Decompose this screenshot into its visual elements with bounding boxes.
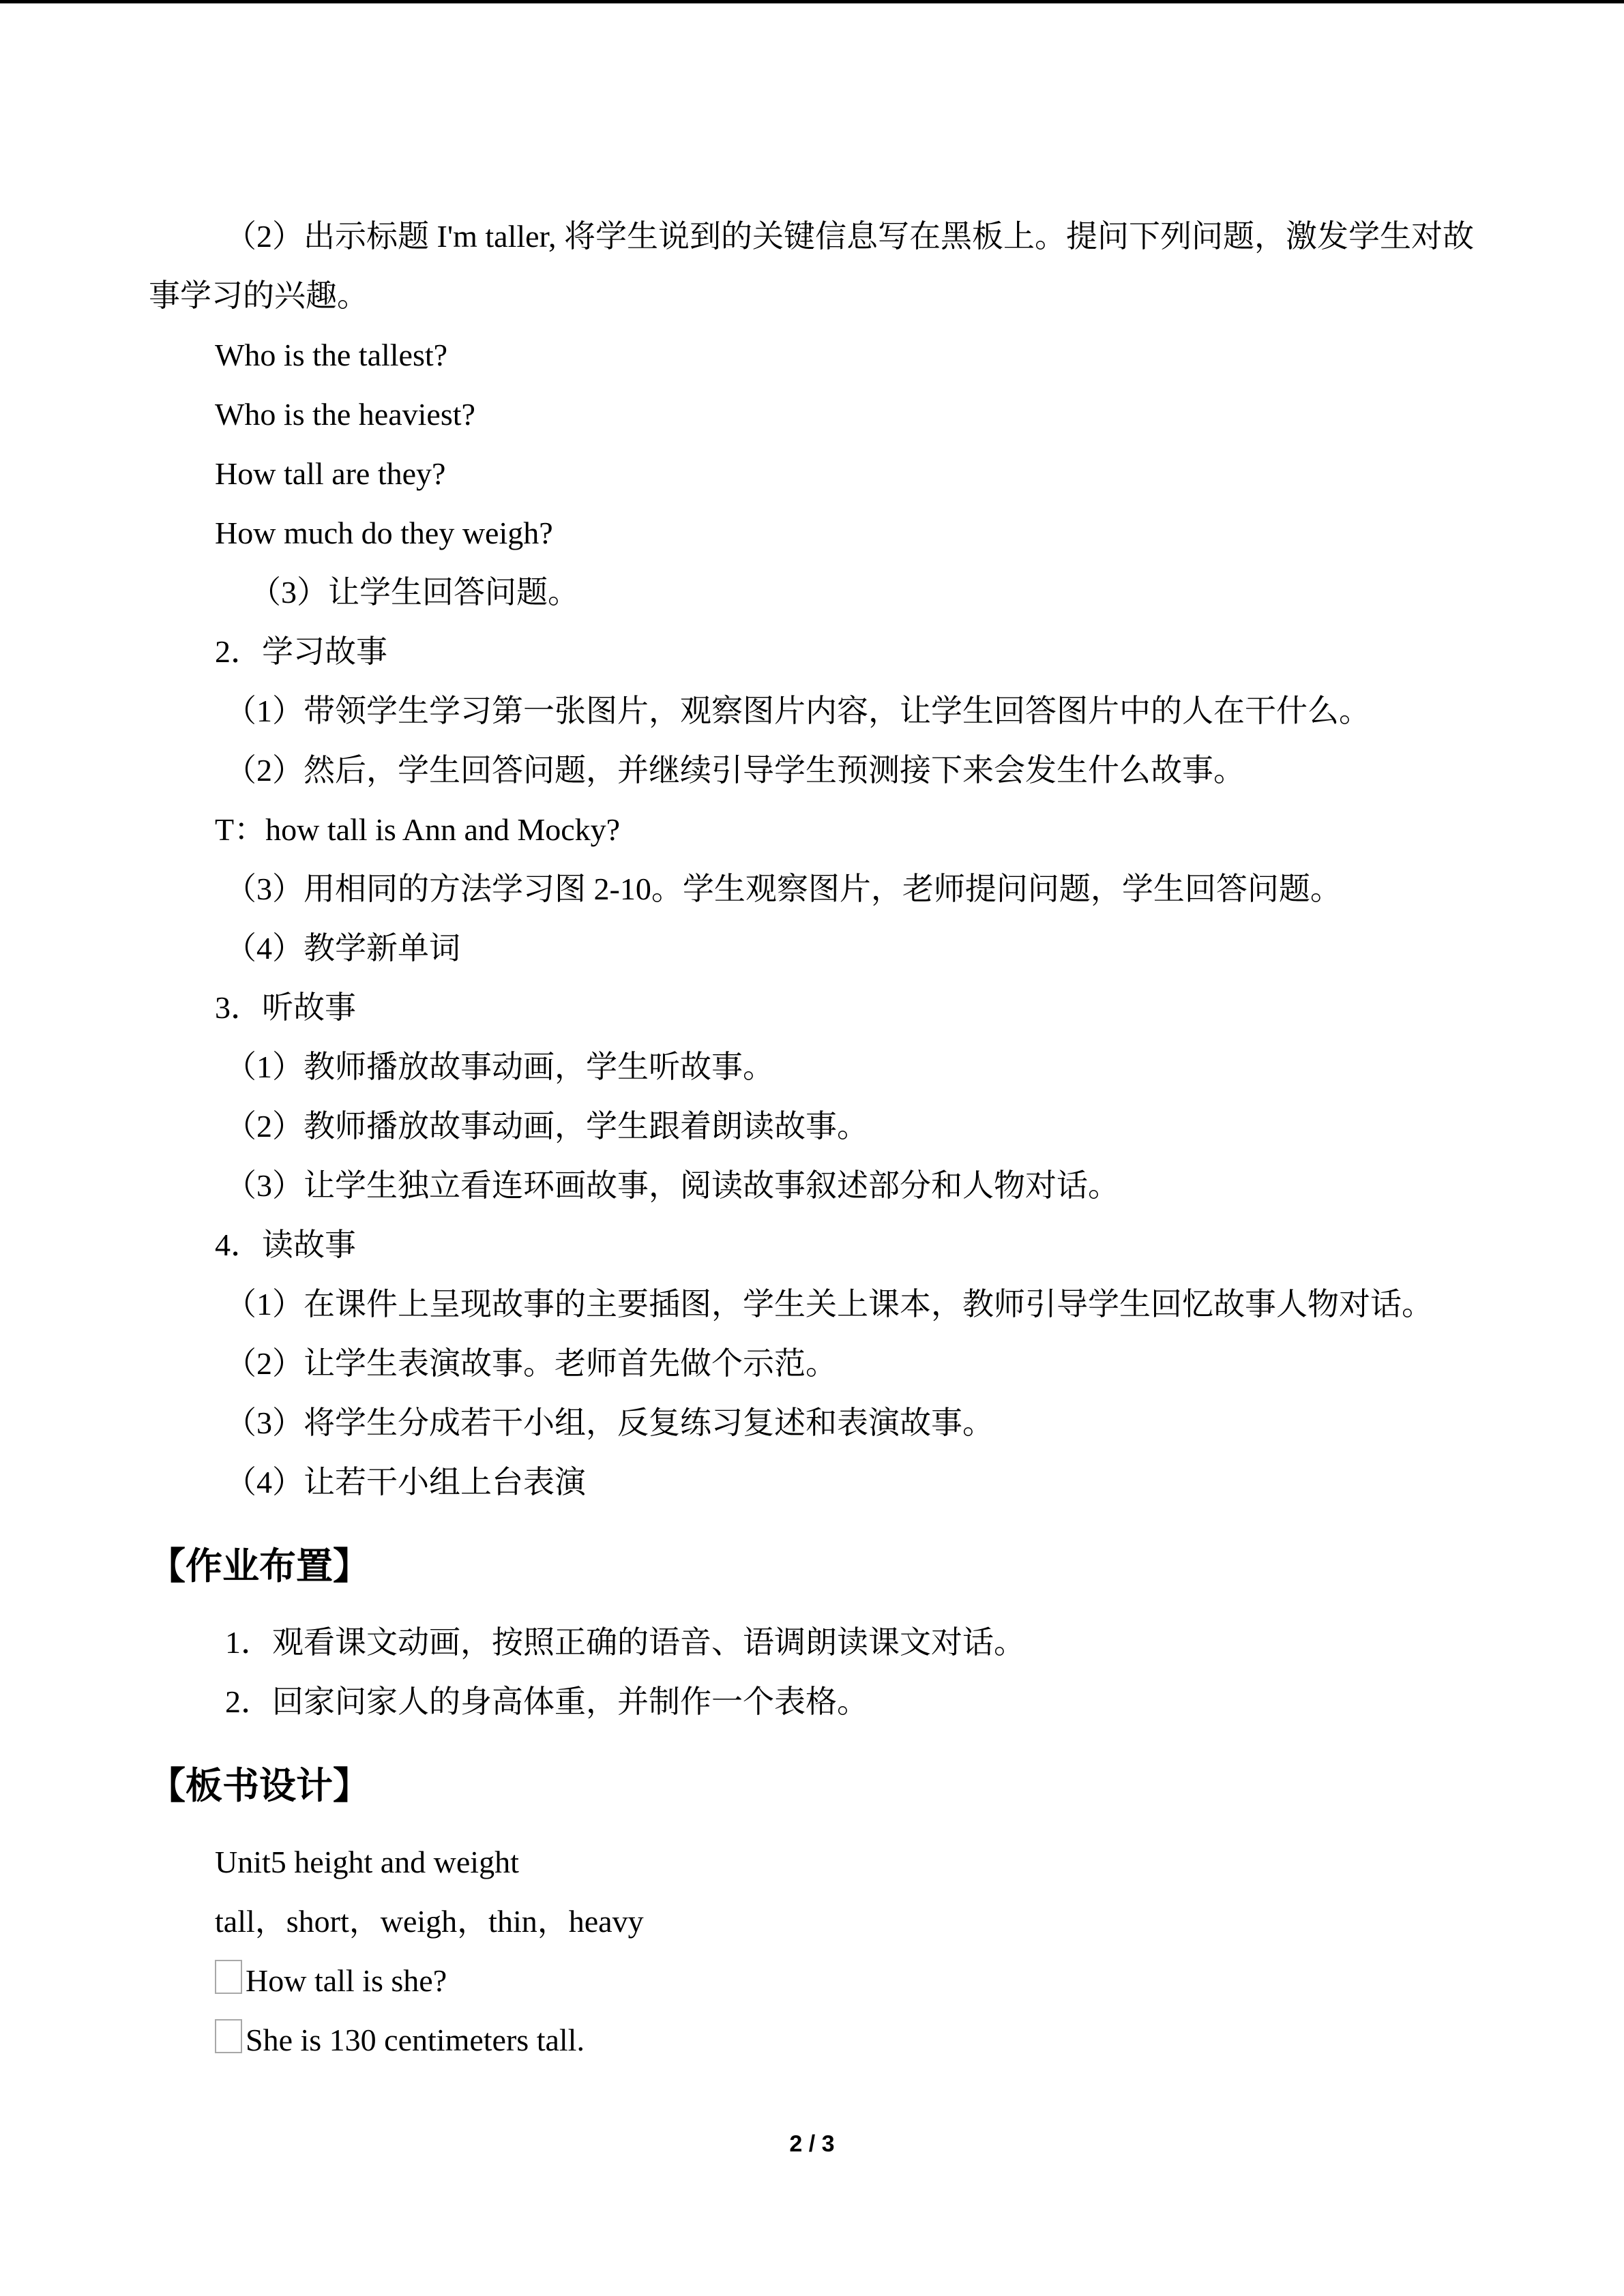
paragraph: （1）带领学生学习第一张图片，观察图片内容，让学生回答图片中的人在干什么。 (225, 694, 1370, 728)
paragraph: T：how tall is Ann and Mocky? (215, 812, 621, 847)
paragraph: （4）让若干小组上台表演 (225, 1465, 586, 1500)
paragraph: 2．回家问家人的身高体重，并制作一个表格。 (225, 1684, 868, 1719)
paragraph-text: How tall is she? (246, 1963, 447, 1998)
paragraph: （2）出示标题 I'm taller, 将学生说到的关键信息写在黑板上。提问下列问题，激发学生对故事学习的兴趣。 (149, 219, 1475, 313)
section-heading: 【板书设计】 (149, 1765, 370, 1806)
paragraph: （3）让学生回答问题。 (250, 575, 579, 610)
paragraph: 3．听故事 (215, 990, 356, 1025)
paragraph (149, 1951, 1477, 2010)
footer-page-number: 2 / 3 (789, 2131, 835, 2157)
paragraph: tall，short，weigh，thin，heavy (215, 1904, 644, 1939)
paragraph (149, 2010, 1477, 2070)
paragraph: Unit5 height and weight (215, 1845, 519, 1879)
paragraph: （2）教师播放故事动画，学生跟着朗读故事。 (225, 1109, 868, 1144)
missing-glyph-box-icon (215, 2019, 242, 2053)
paragraph: （1）教师播放故事动画，学生听故事。 (225, 1049, 774, 1084)
paragraph: （2）然后，学生回答问题，并继续引导学生预测接下来会发生什么故事。 (225, 753, 1245, 788)
paragraph: Who is the heaviest? (215, 397, 475, 432)
missing-glyph-box-icon (215, 1960, 242, 1994)
paragraph: （3）用相同的方法学习图 2-10。学生观察图片，老师提问问题，学生回答问题。 (225, 871, 1342, 906)
paragraph: How tall are they? (215, 456, 446, 491)
paragraph-text: She is 130 centimeters tall. (246, 2023, 585, 2057)
paragraph: （1）在课件上呈现故事的主要插图，学生关上课本，教师引导学生回忆故事人物对话。 (225, 1287, 1433, 1322)
paragraph: 2．学习故事 (215, 634, 387, 669)
paragraph: 1．观看课文动画，按照正确的语音、语调朗读课文对话。 (225, 1625, 1025, 1660)
paragraph: （4）教学新单词 (225, 931, 460, 966)
paragraph: 4．读故事 (215, 1227, 356, 1262)
paragraph: （3）将学生分成若干小组，反复练习复述和表演故事。 (225, 1405, 994, 1440)
paragraph: Who is the tallest? (215, 338, 448, 372)
paragraph: （2）让学生表演故事。老师首先做个示范。 (225, 1346, 837, 1381)
paragraph: How much do they weigh? (215, 516, 553, 550)
paragraph: （3）让学生独立看连环画故事，阅读故事叙述部分和人物对话。 (225, 1168, 1119, 1203)
section-heading: 【作业布置】 (149, 1546, 370, 1587)
